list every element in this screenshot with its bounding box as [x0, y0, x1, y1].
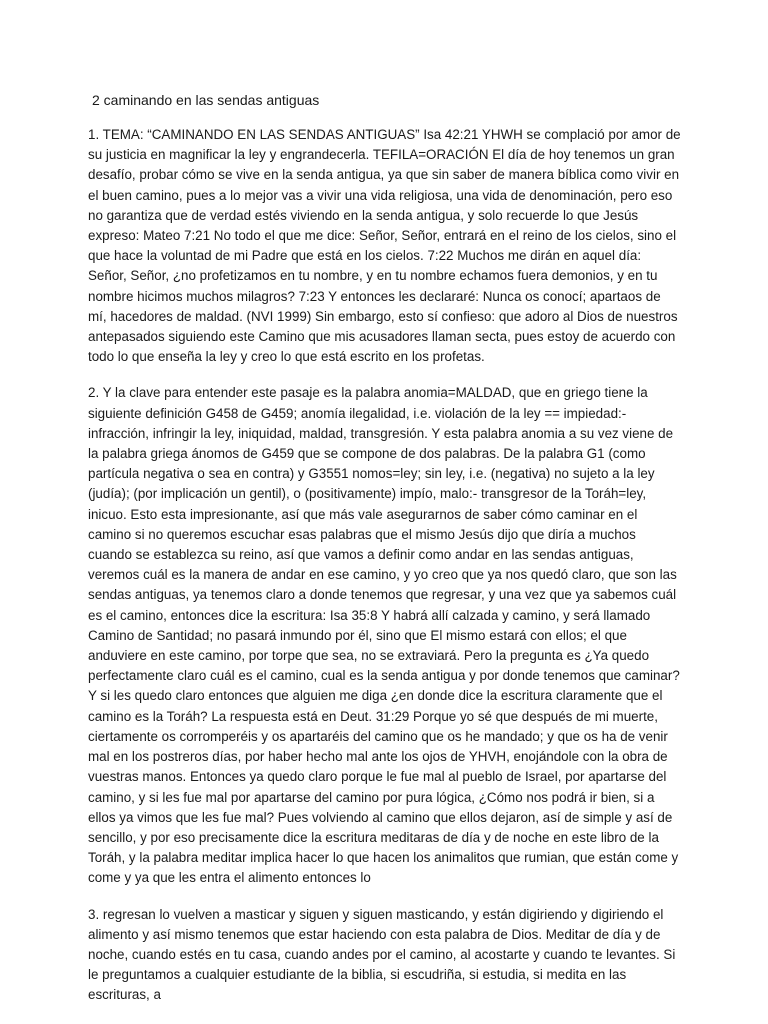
paragraph-3: 3. regresan lo vuelven a masticar y siguen y siguen masticando, y están digiriendo y digiriendo el alimento y así mismo tenemos que estar haciendo con esta palabra de Dios. Meditar de día y de noche, cuando estés en tu casa, cuando andes por el camino, al acostarte y cuando te levantes. Si le preguntamos a cualquier estudiante de la biblia, si escudriña, si estudia, si medita en las escrituras, a	[88, 906, 676, 1003]
paragraph-2: 2. Y la clave para entender este pasaje es la palabra anomia=MALDAD, que en griego tiene la siguiente definición G458 de G459; anomía ilegalidad, i.e. violación de la ley == impiedad:- infracción, infringir la ley, iniquidad, maldad, transgresión. Y esta palabra anomia a su vez viene de la palabra griega ánomos de G459 que se compone de dos palabras. De la palabra G1 (como partícula negativa o sea en contra) y G3551 nomos=ley; sin ley, i.e. (negativa) no sujeto a la ley (judía); (por implicación un gentil), o (positivamente) impío, malo:- transgresor de la Toráh=ley, inicuo. Esto esta impresionante, así que más vale asegurarnos de saber cómo caminar en el camino si no queremos escuchar esas palabras que el mismo Jesús dijo que diría a muchos cuando se establezca su reino, así que vamos a definir como andar en las sendas antiguas, veremos cuál es la manera de andar en ese camino, y yo creo que ya nos quedó claro, que son las sendas antiguas, ya tenemos claro a donde tenemos que regresar, y una vez que ya sabemos cuál es el camino, entonces dice la escritura: Isa 35:8 Y habrá allí calzada y camino, y será llamado Camino de Santidad; no pasará inmundo por él, sino que El mismo estará con ellos; el que anduviere en este camino, por torpe que sea, no se extraviará. Pero la pregunta es ¿Ya quedo perfectamente claro cuál es el camino, cual es la senda antigua y por donde tenemos que caminar? Y si les quedo claro entonces que alguien me diga ¿en donde dice la escritura claramente que el camino es la Toráh? La respuesta está en Deut. 31:29 Porque yo sé que después de mi muerte, ciertamente os corromperéis y os apartaréis del camino que os he mandado; y que os ha de venir mal en los postreros días, por haber hecho mal ante los ojos de YHVH, enojándole con la obra de vuestras manos. Entonces ya quedo claro porque le fue mal al pueblo de Israel, por apartarse del camino, y si les fue mal por apartarse del camino por pura lógica, ¿Cómo nos podrá ir bien, si a ellos ya vimos que les fue mal? Pues volviendo al camino que ellos dejaron, así de simple y así de sencillo, y por eso precisamente dice la escritura meditaras de día y de noche en este libro de la Toráh, y la palabra meditar implica hacer lo que hacen los animalitos que rumian, que están come y come y ya que les entra el alimento entonces lo	[88, 385, 680, 886]
document-title: 2 caminando en las sendas antiguas	[92, 92, 320, 108]
document-page	[88, 90, 682, 1022]
paragraph-1: 1. TEMA: “CAMINANDO EN LAS SENDAS ANTIGUAS” Isa 42:21 YHWH se complació por amor de su justicia en magnificar la ley y engrandecerla. TEFILA=ORACIÓN El día de hoy tenemos un gran desafío, probar cómo se vive en la senda antigua, ya que sin saber de manera bíblica como vivir en el buen camino, pues a lo mejor vas a vivir una vida religiosa, una vida de denominación, pero eso no garantiza que de verdad estés viviendo en la senda antigua, y solo recuerde lo que Jesús expreso: Mateo 7:21 No todo el que me dice: Señor, Señor, entrará en el reino de los cielos, sino el que hace la voluntad de mi Padre que está en los cielos. 7:22 Muchos me dirán en aquel día: Señor, Señor, ¿no profetizamos en tu nombre, y en tu nombre echamos fuera demonios, y en tu nombre hicimos muchos milagros? 7:23 Y entonces les declararé: Nunca os conocí; apartaos de mí, hacedores de maldad. (NVI 1999) Sin embargo, esto sí confieso: que adoro al Dios de nuestros antepasados siguiendo este Camino que mis acusadores llaman secta, pues estoy de acuerdo con todo lo que enseña la ley y creo lo que está escrito en los profetas.	[88, 127, 681, 365]
